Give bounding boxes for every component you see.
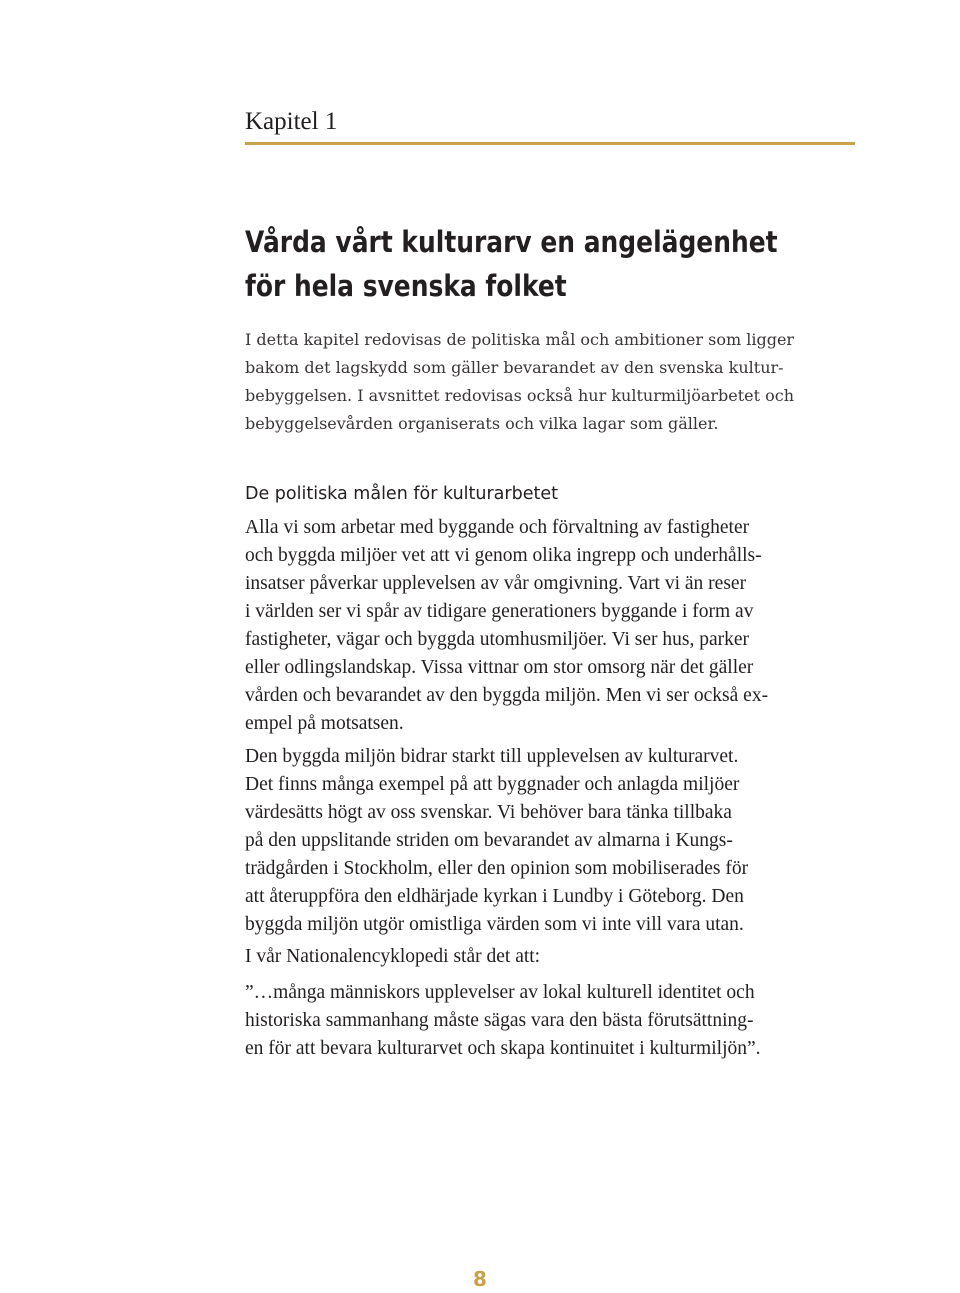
body-line: värdesätts högt av oss svenskar. Vi behöver bara tänka tillbaka [245,802,732,823]
intro-line: I detta kapitel redovisas de politiska mål och ambitioner som ligger [245,330,795,349]
body-line: fastigheter, vägar och byggda utomhusmiljöer. Vi ser hus, parker [245,629,750,650]
body-line: empel på motsatsen. [245,713,404,734]
body-line: på den uppslitande striden om bevarandet av almarna i Kungs- [245,830,733,851]
chapter-label: Kapitel 1 [245,108,338,135]
body-line: Alla vi som arbetar med byggande och förvaltning av fastigheter [245,517,750,538]
body-line: Det finns många exempel på att byggnader och anlagda miljöer [245,774,740,795]
body-line: insatser påverkar upplevelsen av vår omgivning. Vart vi än reser [245,573,747,594]
quote-line: ”…många människors upplevelser av lokal kulturell identitet och [245,982,755,1003]
body-line: I vår Nationalencyklopedi står det att: [245,946,541,967]
intro-line: bakom det lagskydd som gäller bevarandet av den svenska kultur- [245,358,784,377]
quote-paragraph [245,979,860,1063]
intro-paragraph [245,326,857,438]
body-line: och byggda miljöer vet att vi genom olika ingrepp och underhålls- [245,545,762,566]
intro-line: bebyggelsen. I avsnittet redovisas också hur kulturmiljöarbetet och [245,386,795,405]
intro-line: bebyggelsevården organiserats och vilka lagar som gäller. [245,414,719,433]
section-heading: De politiska målen för kulturarbetet [245,484,558,504]
quote-line: historiska sammanhang måste sägas vara den bästa förutsättning- [245,1010,754,1031]
body-line: byggda miljön utgör omistliga värden som vi inte vill vara utan. [245,914,744,935]
body-paragraph [245,514,860,738]
chapter-divider [245,142,855,145]
quote-line: en för att bevara kulturarvet och skapa kontinuitet i kulturmiljön”. [245,1038,761,1059]
body-paragraph [245,943,860,971]
page-title [245,220,778,308]
body-line: att återuppföra den eldhärjade kyrkan i Lundby i Göteborg. Den [245,886,744,907]
body-line: vården och bevarandet av den byggda miljön. Men vi ser också ex- [245,685,769,706]
page-number: 8 [473,1267,487,1291]
body-line: i världen ser vi spår av tidigare generationers byggande i form av [245,601,754,622]
body-paragraph [245,743,860,939]
body-line: Den byggda miljön bidrar starkt till upplevelsen av kulturarvet. [245,746,739,767]
body-line: eller odlingslandskap. Vissa vittnar om stor omsorg när det gäller [245,657,754,678]
title-line: för hela svenska folket [245,269,567,303]
body-line: trädgården i Stockholm, eller den opinion som mobiliserades för [245,858,749,879]
title-line: Vårda vårt kulturarv en angelägenhet [245,225,778,259]
